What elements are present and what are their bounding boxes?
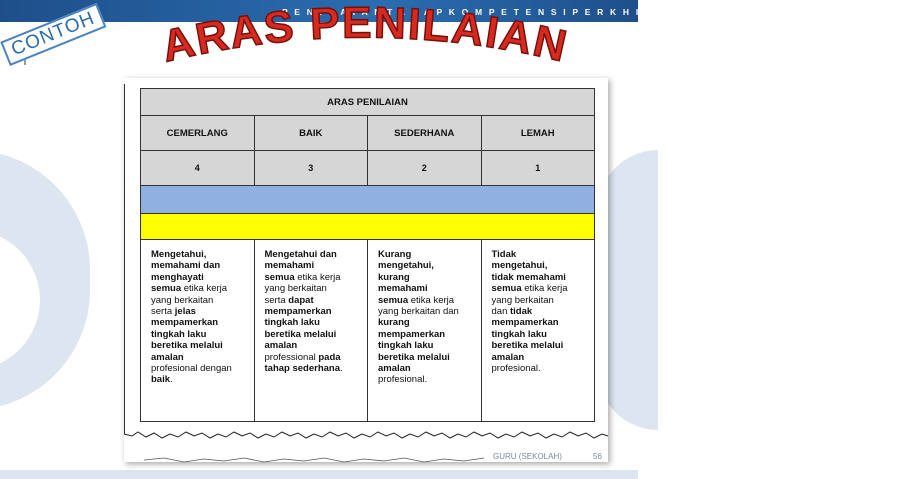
descriptor-line (492, 283, 589, 294)
descriptor-line (151, 272, 248, 283)
descriptor-line (492, 306, 589, 317)
descriptor-text: Mengetahui, (151, 249, 207, 260)
descriptor-line (378, 340, 475, 351)
paper-torn-edge (124, 84, 135, 434)
descriptor-text: tingkah laku (378, 340, 434, 352)
descriptor-text: amalan (264, 340, 298, 352)
descriptor-line (378, 272, 475, 283)
descriptor-line (378, 260, 475, 271)
level-header-1: BAIK (254, 116, 368, 151)
yellow-band-row (141, 214, 595, 240)
descriptor-text: profesional dengan (151, 363, 232, 375)
descriptor-line (151, 317, 248, 328)
descriptor-text: beretika melalui (491, 340, 564, 352)
score-cell-1: 3 (254, 151, 368, 186)
descriptor-text: memahami (378, 283, 428, 295)
descriptor-line (492, 260, 589, 271)
descriptor-line (151, 363, 248, 374)
descriptor-line (265, 272, 362, 283)
descriptor-text: tahap sederhana (264, 363, 340, 375)
descriptor-text: amalan (151, 351, 184, 363)
descriptor-line (378, 249, 475, 260)
descriptor-line (492, 272, 589, 283)
descriptor-text: serta (264, 294, 289, 306)
descriptor-bold-tail: dapat (288, 294, 314, 306)
descriptor-bold-tail: jelas (174, 306, 196, 318)
descriptor-line (492, 363, 589, 374)
descriptor-text: menghayati (151, 271, 204, 283)
rubric-table (140, 88, 595, 422)
descriptor-line (378, 283, 475, 294)
descriptor-line (265, 260, 362, 271)
descriptor-line (265, 306, 362, 317)
yellow-band (141, 214, 595, 240)
level-header-3: LEMAH (481, 116, 595, 151)
descriptor-line (151, 340, 248, 351)
descriptor-cell-2 (368, 240, 482, 422)
descriptor-line (265, 295, 362, 306)
descriptor-tail: . (170, 374, 173, 386)
score-cell-3: 1 (481, 151, 595, 186)
descriptor-text: serta (151, 306, 175, 318)
descriptor-text: mempamerkan (264, 306, 332, 318)
descriptor-line (151, 249, 248, 260)
descriptor-text: mengetahui, (378, 260, 434, 272)
descriptor-text: semua (151, 283, 182, 295)
descriptor-text: profesional. (378, 374, 428, 386)
descriptor-line (378, 363, 475, 374)
descriptor-row (141, 240, 595, 422)
descriptor-text: mempamerkan (491, 317, 559, 329)
descriptor-text: Mengetahui dan (264, 249, 337, 260)
descriptor-line (378, 329, 475, 340)
descriptor-line (378, 374, 475, 385)
descriptor-text: mempamerkan (151, 317, 219, 329)
descriptor-tail: etika kerja (181, 283, 228, 295)
descriptor-line (151, 329, 248, 340)
descriptor-line (492, 317, 589, 328)
descriptor-text: amalan (378, 363, 411, 375)
level-header-0: CEMERLANG (141, 116, 255, 151)
descriptor-text: semua (491, 283, 522, 295)
footer-label: GURU (SEKOLAH) (493, 452, 562, 461)
descriptor-text: tidak memahami (491, 271, 566, 283)
descriptor-text: tingkah laku (264, 317, 320, 329)
descriptor-tail: etika kerja (408, 294, 455, 306)
descriptor-text: yang berkaitan (151, 294, 214, 306)
score-cell-2: 2 (368, 151, 482, 186)
descriptor-line (378, 295, 475, 306)
descriptor-text: semua (264, 271, 295, 283)
main-title-text: ARAS PENILAIAN (157, 4, 573, 72)
bottom-decorative-bar (0, 470, 638, 479)
descriptor-text: semua (378, 294, 409, 306)
descriptor-text: profesional. (491, 363, 541, 375)
descriptor-text: Kurang (378, 249, 412, 260)
descriptor-text: beretika melalui (151, 340, 223, 352)
descriptor-text: tingkah laku (491, 328, 547, 340)
descriptor-text: kurang (378, 271, 410, 283)
descriptor-cell-3 (481, 240, 595, 422)
svg-text:ARAS PENILAIAN (157, 4, 572, 72)
descriptor-line (265, 283, 362, 294)
descriptor-tail: etika kerja (521, 283, 568, 295)
descriptor-line (492, 340, 589, 351)
descriptor-text: baik (151, 374, 171, 386)
descriptor-cell-1 (254, 240, 368, 422)
descriptor-line (265, 329, 362, 340)
descriptor-text: yang berkaitan (264, 283, 327, 295)
top-banner-text: P E N I L A I A N T A H A P K O M P E T E N S I P E R K H I D M A T A N P E N D I D I K A N (P B P P P) (282, 7, 908, 17)
descriptor-line (265, 249, 362, 260)
descriptor-text: memahami dan (151, 260, 221, 272)
descriptor-line (265, 340, 362, 351)
descriptor-tail: etika kerja (294, 271, 341, 283)
descriptor-line (151, 352, 248, 363)
descriptor-line (492, 295, 589, 306)
descriptor-line (151, 283, 248, 294)
descriptor-line (492, 352, 589, 363)
descriptor-line (151, 260, 248, 271)
descriptor-text: mempamerkan (378, 328, 446, 340)
page-number: 56 (593, 452, 602, 461)
descriptor-text: amalan (491, 351, 525, 363)
descriptor-text: professional (264, 351, 319, 363)
descriptor-bold-tail: pada (318, 351, 341, 363)
descriptor-line (492, 329, 589, 340)
descriptor-text: dan (491, 306, 510, 318)
main-title (140, 4, 590, 74)
descriptor-line (378, 352, 475, 363)
descriptor-line (492, 249, 589, 260)
score-row (141, 151, 595, 186)
contoh-stamp: CONTOH (0, 3, 106, 66)
descriptor-line (265, 352, 362, 363)
descriptor-line (265, 317, 362, 328)
table-title: ARAS PENILAIAN (141, 89, 595, 116)
level-row (141, 116, 595, 151)
descriptor-line (265, 363, 362, 374)
descriptor-text: beretika melalui (378, 351, 450, 363)
descriptor-text: beretika melalui (264, 328, 337, 340)
descriptor-text: kurang (378, 317, 410, 329)
descriptor-line (151, 374, 248, 385)
descriptor-text: tingkah laku (151, 328, 207, 340)
score-cell-0: 4 (141, 151, 255, 186)
descriptor-tail: . (340, 363, 343, 375)
descriptor-text: yang berkaitan dan (378, 306, 459, 318)
descriptor-text: Tidak (491, 249, 517, 260)
descriptor-text: memahami (264, 260, 315, 272)
blue-band (141, 186, 595, 214)
descriptor-cell-0 (141, 240, 255, 422)
descriptor-text: mengetahui, (491, 260, 548, 272)
descriptor-line (378, 317, 475, 328)
descriptor-line (151, 295, 248, 306)
descriptor-line (378, 306, 475, 317)
descriptor-text: yang berkaitan (491, 294, 554, 306)
descriptor-line (151, 306, 248, 317)
blue-band-row (141, 186, 595, 214)
descriptor-bold-tail: tidak (510, 306, 533, 318)
level-header-2: SEDERHANA (368, 116, 482, 151)
